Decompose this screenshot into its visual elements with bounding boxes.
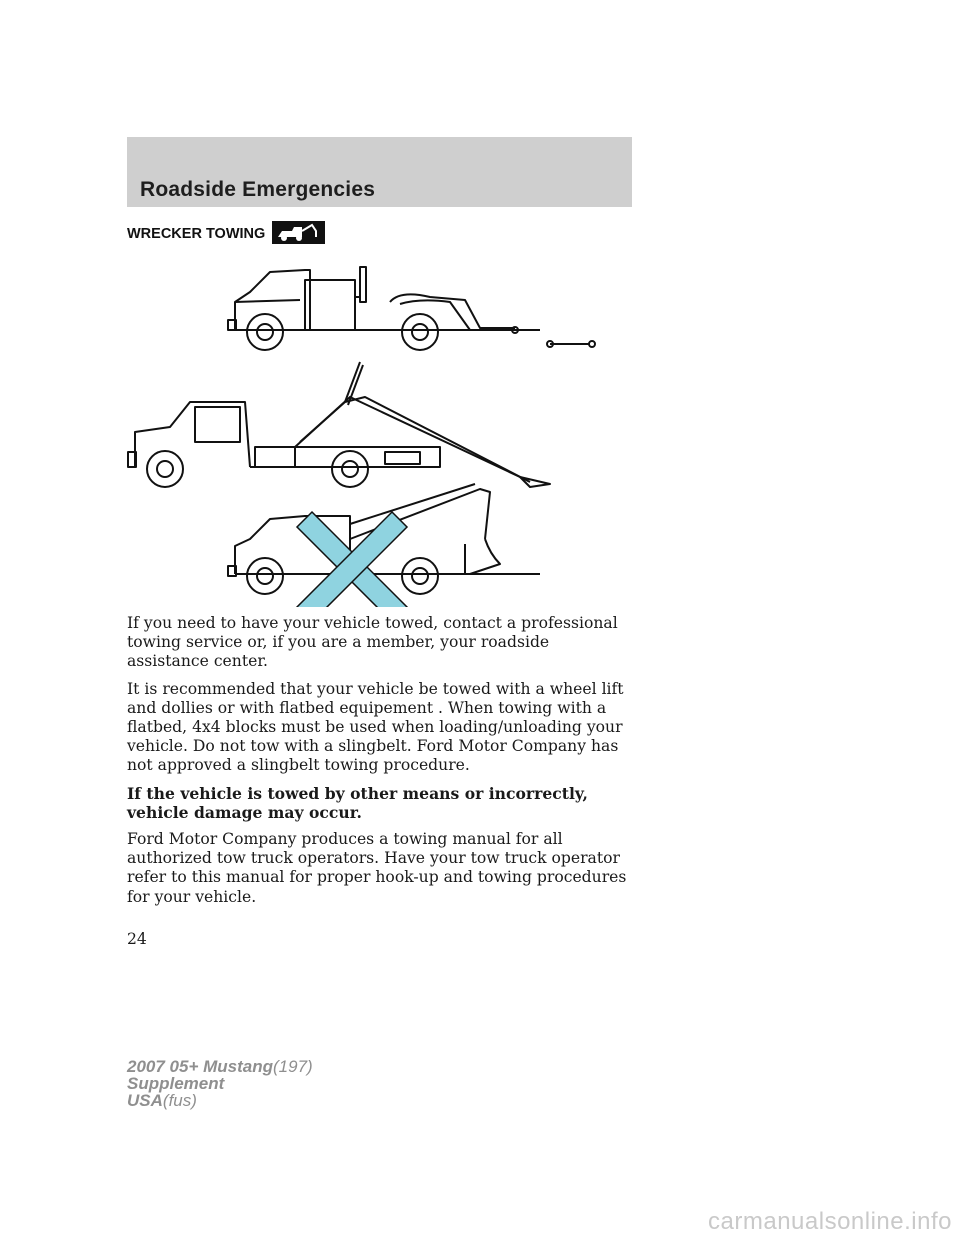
page-number: 24 [127, 930, 147, 948]
paragraph: It is recommended that your vehicle be towed with a wheel lift and dollies or with flatbed equipement . When towing with a flatbed, 4x4 blocks must be used when loading/unloading your vehicle. Do not tow with a slingbelt. Ford Motor Company has not approved a slingbelt towing procedure. [127, 679, 624, 775]
footer-market-code: (fus) [162, 1091, 197, 1110]
watermark: carmanualsonline.info [708, 1208, 952, 1235]
footer-market: USA [127, 1091, 163, 1110]
body-text [127, 614, 632, 915]
footer-model: 2007 05+ Mustang [127, 1057, 273, 1076]
tow-truck-icon [272, 221, 325, 244]
footer-model-code: (197) [273, 1057, 313, 1076]
wheel-lift-truck [228, 267, 595, 350]
paragraph: Ford Motor Company produces a towing manual for all authorized tow truck operators. Have your tow truck operator refer to this manual for proper hook-up and towing procedures for your vehicle. [127, 830, 627, 906]
paragraph: If you need to have your vehicle towed, contact a professional towing service or, if you are a member, your roadside assistance center. [127, 614, 618, 671]
towing-methods-illustration [120, 252, 640, 607]
flatbed-truck [128, 362, 550, 487]
footer [127, 1058, 313, 1109]
warning-paragraph: If the vehicle is towed by other means or incorrectly, vehicle damage may occur. [127, 783, 588, 822]
prohibited-x-mark [297, 512, 407, 607]
footer-supplement: Supplement [127, 1074, 225, 1093]
section-heading: WRECKER TOWING [127, 226, 266, 242]
page-title: Roadside Emergencies [140, 178, 376, 201]
